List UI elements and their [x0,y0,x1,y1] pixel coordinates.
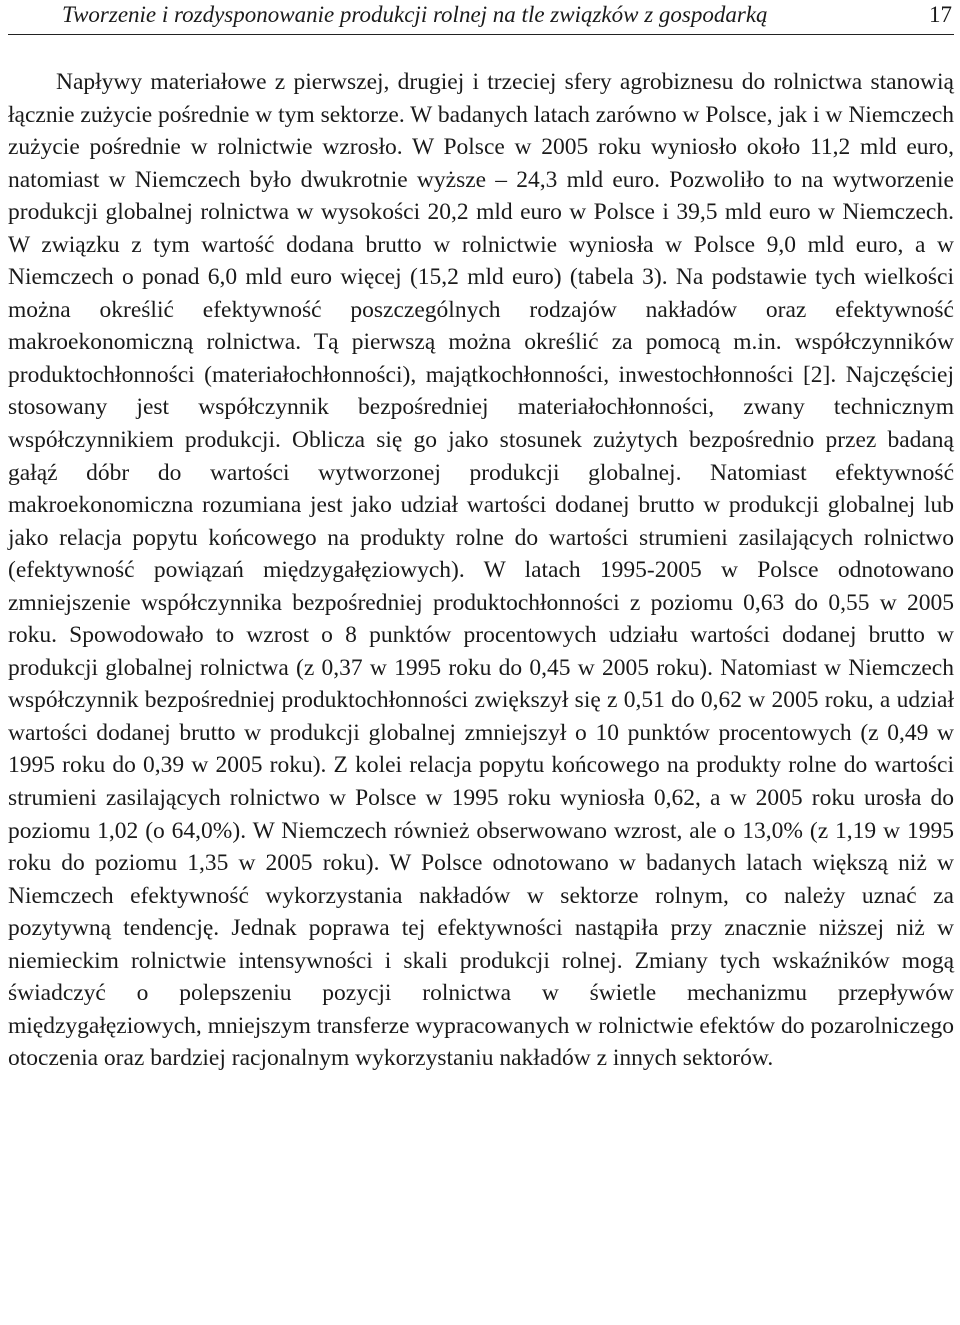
body-paragraph: Napływy materiałowe z pierwszej, drugiej i trzeciej sfery agrobiznesu do rolnictwa stanowią łącznie zużycie pośrednie w tym sektorze. W badanych latach zarówno w Polsce, jak i w Niemczech zużycie pośrednie w rolnictwie wzrosło. W Polsce w 2005 roku wyniosło około 11,2 mld euro, natomiast w Niemczech było dwukrotnie wyższe – 24,3 mld euro. Pozwoliło to na wytworzenie produkcji globalnej rolnictwa w wysokości 20,2 mld euro w Polsce i 39,5 mld euro w Niemczech. W związku z tym wartość dodana brutto w rolnictwie wyniosła w Polsce 9,0 mld euro, a w Niemczech o ponad 6,0 mld euro więcej (15,2 mld euro) (tabela 3). Na podstawie tych wielkości można określić efektywność poszczególnych rodzajów nakładów oraz efektywność makroekonomiczną rolnictwa. Tą pierwszą można określić za pomocą m.in. współczynników produktochłonności (materiałochłonności), majątkochłonności, inwestochłonności [2]. Najczęściej stosowany jest współczynnik bezpośredniej materiałochłonności, zwany technicznym współczynnikiem produkcji. Oblicza się go jako stosunek zużytych bezpośrednio przez badaną gałąź dóbr do wartości wytworzonej produkcji globalnej. Natomiast efektywność makroekonomiczna rozumiana jest jako udział wartości dodanej brutto w produkcji globalnej lub jako relacja popytu końcowego na produkty rolne do wartości strumieni zasilających rolnictwo (efektywność powiązań międzygałęziowych). W latach 1995-2005 w Polsce odnotowano zmniejszenie współczynnika bezpośredniej produktochłonności z poziomu 0,63 do 0,55 w 2005 roku. Spowodowało to wzrost o 8 punktów procentowych udziału wartości dodanej brutto w produkcji globalnej rolnictwa (z 0,37 w 1995 roku do 0,45 w 2005 roku). Natomiast w Niemczech współczynnik bezpośredniej produktochłonności zwiększył się z 0,51 do 0,62 w 2005 roku, a udział wartości dodanej brutto w produkcji globalnej zmniejszył o 10 punktów procentowych (z 0,49 w 1995 roku do 0,39 w 2005 roku). Z kolei relacja popytu końcowego na produkty rolne do wartości strumieni zasilających rolnictwo w Polsce w 1995 roku wyniosła 0,62, a w 2005 roku urosła do poziomu 1,02 (o 64,0%). W Niemczech również obserwowano wzrost, ale o 13,0% (z 1,19 w 1995 roku do poziomu 1,35 w 2005 roku). W Polsce odnotowano w badanych latach większą niż w Niemczech efektywność wykorzystania nakładów w sektorze rolnym, co należy uznać za pozytywną tendencję. Jednak poprawa tej efektywności nastąpiła przy znacznie niższej niż w niemieckim rolnictwie intensywności i skali produkcji rolnej. Zmiany tych wskaźników mogą świadczyć o polepszeniu pozycji rolnictwa w świetle mechanizmu przepływów międzygałęziowych, mniejszym transferze wypracowanych w rolnictwie efektów do pozarolniczego otoczenia oraz bardziej racjonalnym wykorzystaniu nakładów z innych sektorów. [8,69,954,1072]
page-number: 17 [929,2,952,27]
running-header [8,0,954,35]
running-title: Tworzenie i rozdysponowanie produkcji rolnej na tle związków z gospodarką [62,2,768,27]
